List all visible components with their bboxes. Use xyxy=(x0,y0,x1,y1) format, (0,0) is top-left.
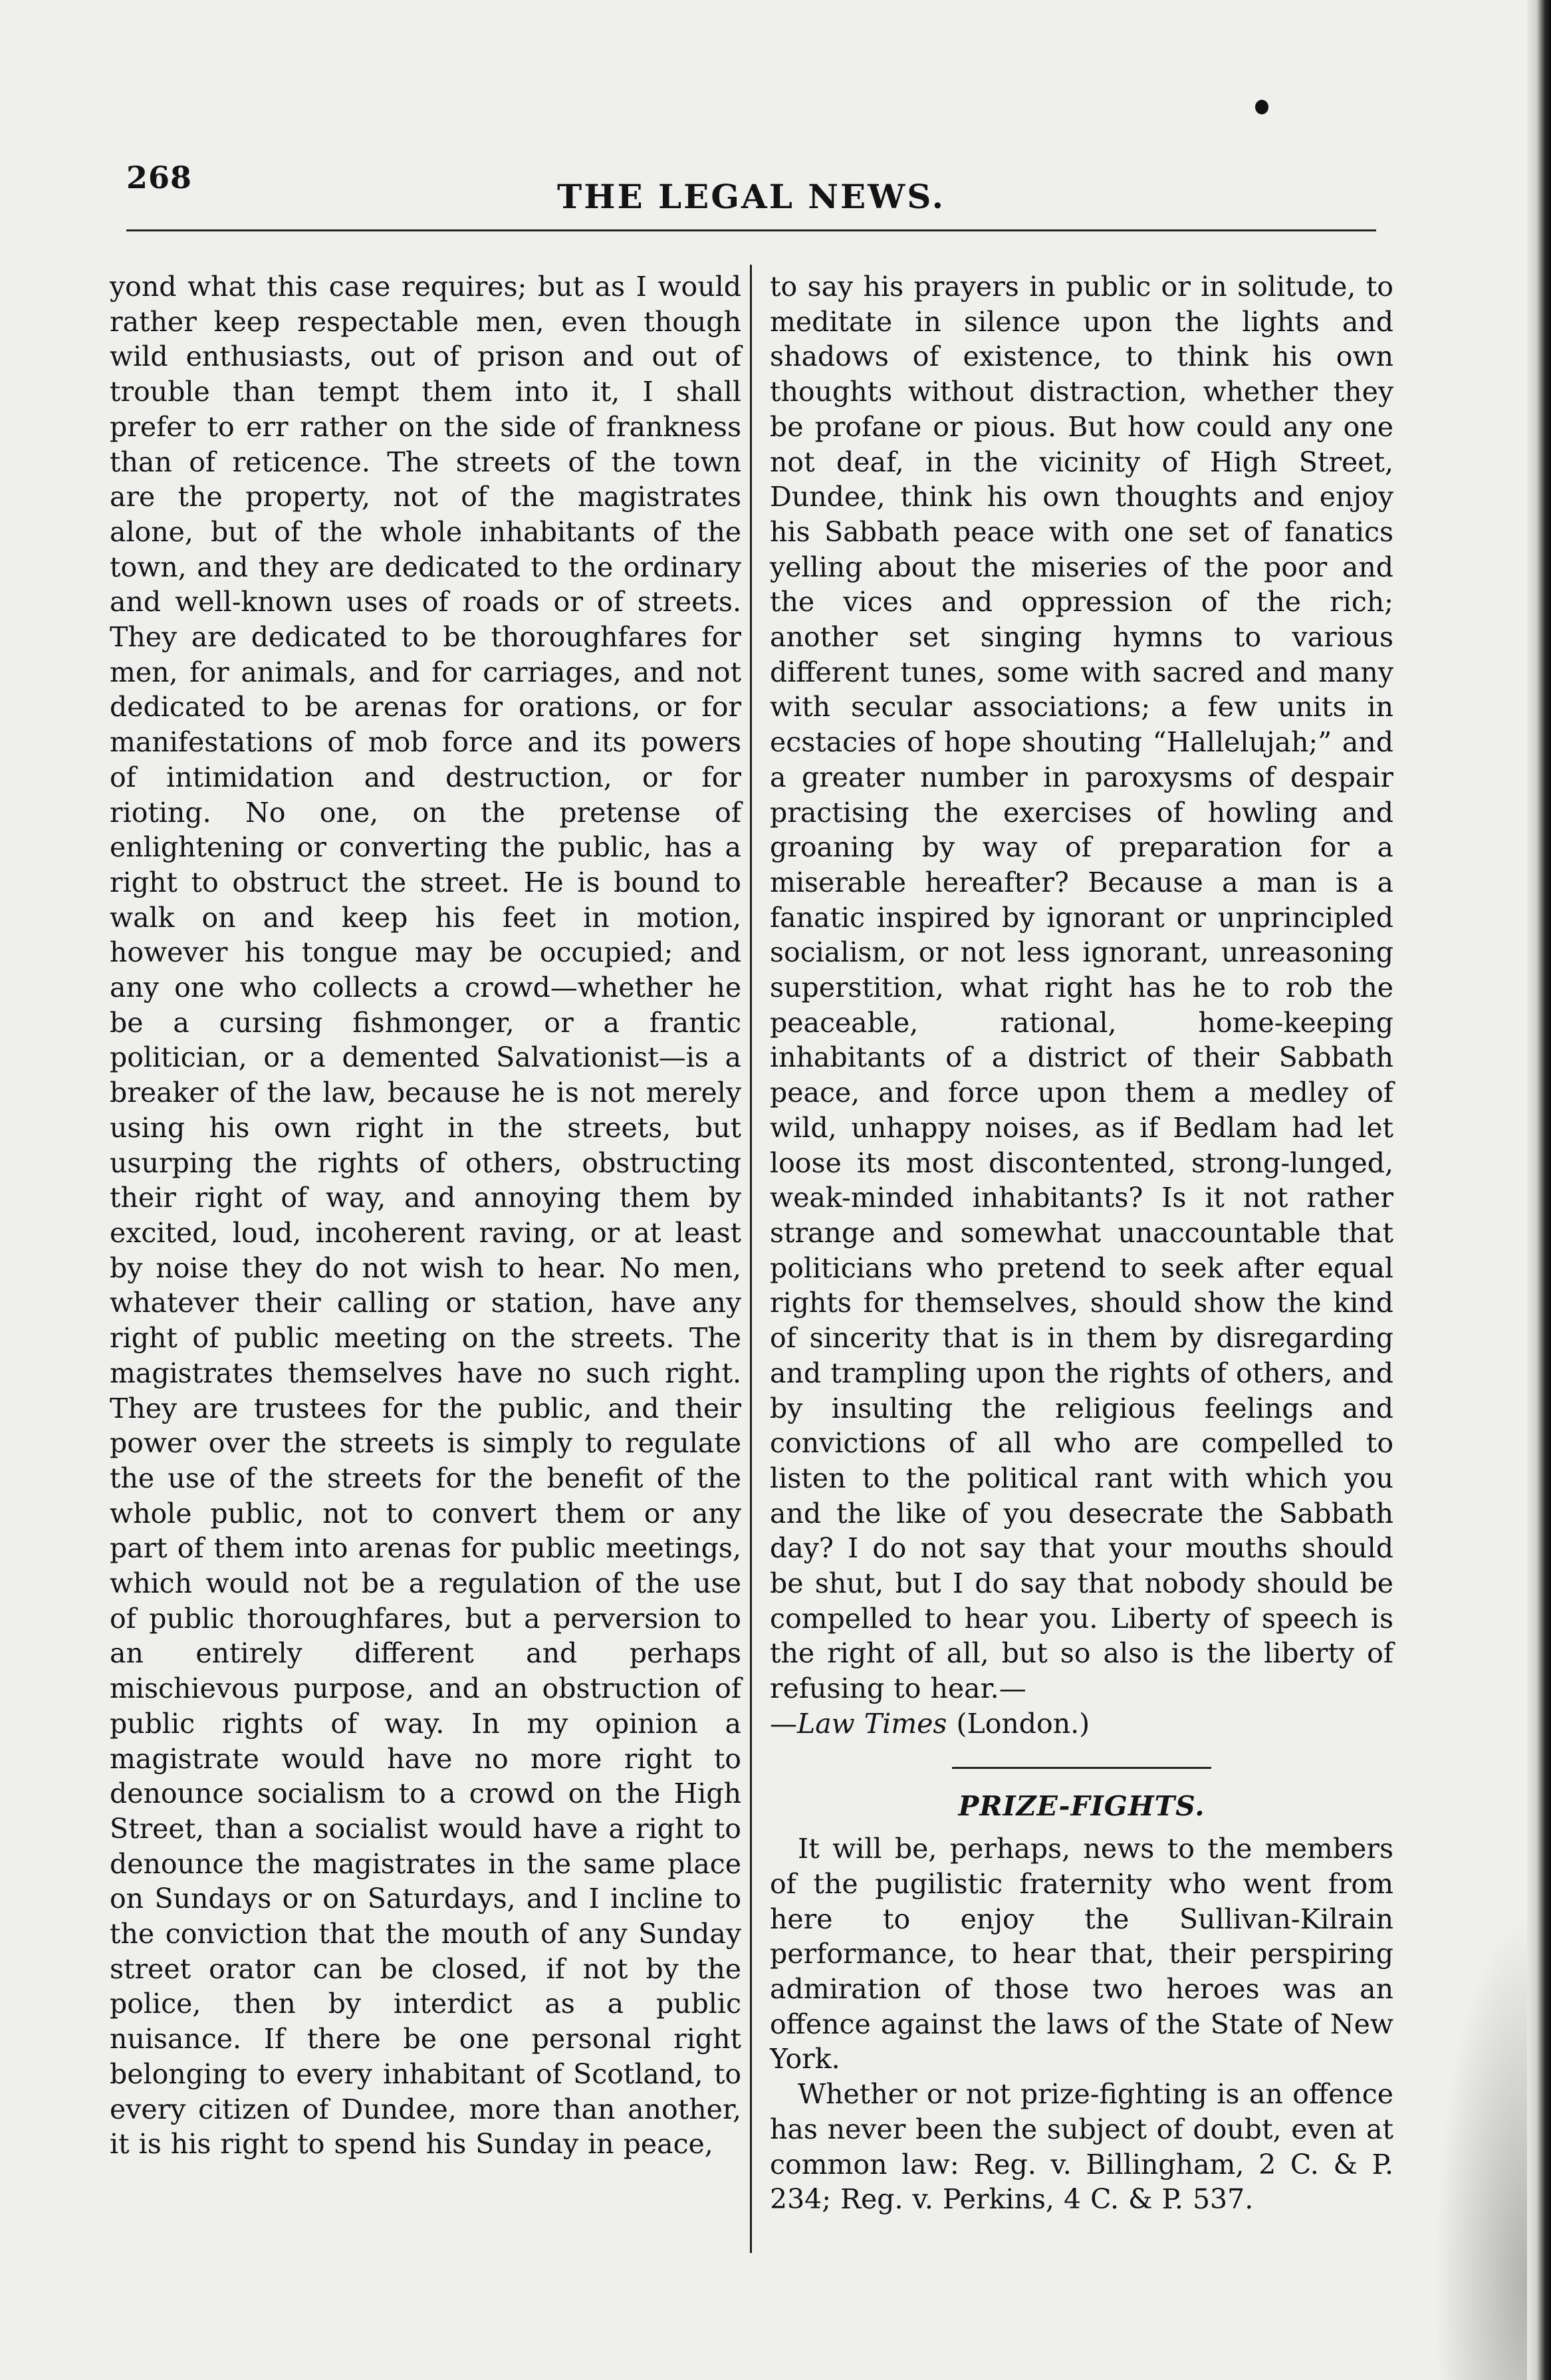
column-divider xyxy=(750,265,752,2253)
right-column-paragraph xyxy=(770,269,1393,1742)
left-column-paragraph: yond what this case requires; but as I would rather keep respectable men, even though wild enthusiasts, out of prison and out of trouble than tempt them into it, I shall prefer to err rather on the side of frankness than of reticence. The streets of the town are the property, not of the magistrates alone, but of the whole inhabitants of the town, and they are dedicated to the ordinary and well-known uses of roads or of streets. They are dedicated to be thoroughfares for men, for animals, and for carriages, and not dedicated to be arenas for orations, or for manifestations of mob force and its powers of intimidation and destruction, or for rioting. No one, on the pretense of enlightening or converting the public, has a right to obstruct the street. He is bound to walk on and keep his feet in motion, however his tongue may be occupied; and any one who collects a crowd—whether he be a cursing fishmonger, or a frantic politician, or a demented Salvationist—is a breaker of the law, because he is not merely using his own right in the streets, but usurping the rights of others, obstructing their right of way, and annoying them by excited, loud, incoherent raving, or at least by noise they do not wish to hear. No men, whatever their calling or station, have any right of public meeting on the streets. The magistrates themselves have no such right. They are trustees for the public, and their power over the streets is simply to regulate the use of the streets for the benefit of the whole public, not to convert them or any part of them into arenas for public meetings, which would not be a regulation of the use of public thoroughfares, but a perversion to an entirely different and perhaps mischievous purpose, and an obstruction of public rights of way. In my opinion a magistrate would have no more right to denounce socialism to a crowd on the High Street, than a socialist would have a right to denounce the magistrates in the same place on Sundays or on Saturdays, and I incline to the conviction that the mouth of any Sunday street orator can be closed, if not by the police, then by interdict as a public nuisance. If there be one personal right belonging to every inhabitant of Scotland, to every citizen of Dundee, more than another, it is his right to spend his Sunday in peace, xyxy=(110,271,741,2161)
citation-place: (London.) xyxy=(947,1707,1090,1740)
section-paragraph-2: Whether or not prize-fighting is an offence has never been the subject of doubt, even at common law: Reg. v. Billingham, 2 C. & P. 234; Reg. v. Perkins, 4 C. & P. 537. xyxy=(770,2078,1393,2216)
citation-dash: — xyxy=(770,1707,797,1740)
page-header xyxy=(126,160,1376,216)
left-column xyxy=(110,269,741,2162)
page-number: 268 xyxy=(126,160,193,196)
ink-spot xyxy=(1255,100,1268,114)
scan-shadow xyxy=(1434,1915,1527,2380)
section-paragraph-1: It will be, perhaps, news to the members of the pugilistic fraternity who went from here to enjoy the Sullivan-Kilrain performance, to hear that, their perspiring admiration of those two heroes was an offence against the laws of the State of New York. xyxy=(770,1833,1393,2075)
right-column-text: to say his prayers in public or in solitude, to meditate in silence upon the lights and shadows of existence, to think his own thoughts without distraction, whether they be profane or pious. But how could any one not deaf, in the vicinity of High Street, Dundee, think his own thoughts and enjoy his Sabbath peace with one set of fanatics yelling about the miseries of the poor and the vices and oppression of the rich; another set singing hymns to various different tunes, some with sacred and many with secular associations; a few units in ecstacies of hope shouting “Hallelujah;” and a greater number in paroxysms of despair practising the exercises of howling and groaning by way of preparation for a miserable hereafter? Because a man is a fanatic inspired by ignorant or unprincipled socialism, or not less ignorant, unreasoning superstition, what right has he to rob the peaceable, rational, home-keeping inhabitants of a district of their Sabbath peace, and force upon them a medley of wild, unhappy noises, as if Bedlam had let loose its most discontented, strong-lunged, weak-minded inhabitants? Is it not rather strange and somewhat unaccountable that politicians who pretend to seek after equal rights for themselves, should show the kind of sincerity that is in them by disregarding and trampling upon the rights of others, and by insulting the religious feelings and convictions of all who are compelled to listen to the political rant with which you and the like of you desecrate the Sabbath day? I do not say that your mouths should be shut, but I do say that nobody should be compelled to hear you. Liberty of speech is the right of all, but so also is the liberty of refusing to hear.— xyxy=(770,271,1393,1705)
section-heading: PRIZE-FIGHTS. xyxy=(958,1789,1205,1822)
header-rule xyxy=(126,229,1376,231)
citation-source: Law Times xyxy=(797,1707,947,1740)
section-divider xyxy=(952,1767,1211,1769)
right-column xyxy=(770,269,1393,2217)
scan-page-edge xyxy=(1527,0,1551,2380)
running-title: THE LEGAL NEWS. xyxy=(557,177,945,216)
